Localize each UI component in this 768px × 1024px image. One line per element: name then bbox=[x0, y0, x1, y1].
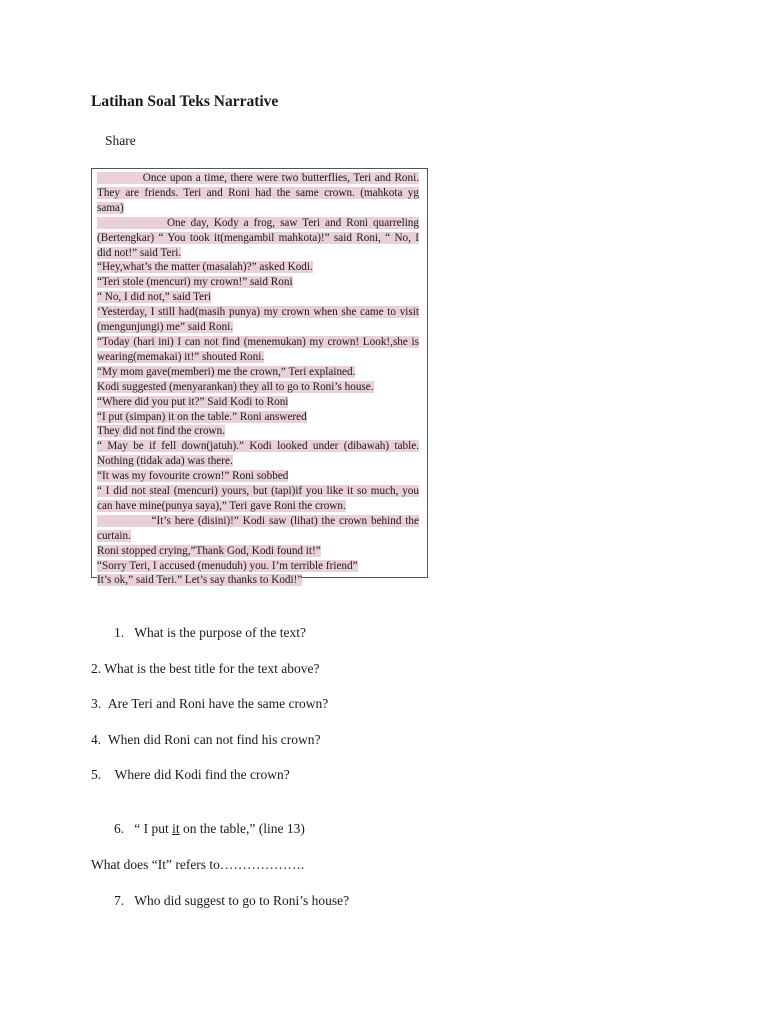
question-6-suffix: on the table,” (line 13) bbox=[179, 821, 305, 836]
story-paragraph: “Sorry Teri, I accused (menuduh) you. I’m terrible friend” bbox=[97, 559, 358, 572]
question-5: 5. Where did Kodi find the crown? bbox=[91, 767, 290, 782]
question-4: 4. When did Roni can not find his crown? bbox=[91, 732, 321, 747]
story-paragraph: Once upon a time, there were two butterflies, Teri and Roni. They are friends. Teri and Roni had the same crown. (mahkota yg sama) bbox=[97, 172, 419, 214]
share-link[interactable]: Share bbox=[105, 133, 136, 148]
story-paragraph: “I put (simpan) it on the table.” Roni answered bbox=[97, 410, 307, 423]
story-paragraph: “ No, I did not,” said Teri bbox=[97, 291, 211, 304]
question-7: 7. Who did suggest to go to Roni’s house? bbox=[114, 893, 350, 908]
question-2: 2. What is the best title for the text above? bbox=[91, 661, 320, 676]
story-paragraph: “ May be if fell down(jatuh).” Kodi looked under (dibawah) table. Nothing (tidak ada) was there. bbox=[97, 440, 419, 468]
document-title: Latihan Soal Teks Narrative bbox=[91, 93, 279, 110]
story-paragraph: They did not find the crown. bbox=[97, 425, 226, 438]
question-1: 1. What is the purpose of the text? bbox=[114, 625, 306, 640]
story-paragraph: One day, Kody a frog, saw Teri and Roni quarreling (Bertengkar) “ You took it(mengambil mahkota)!” said Roni, “ No, I did not!” said Teri. bbox=[97, 216, 419, 259]
story-paragraph: ‘Yesterday, I still had(masih punya) my crown when she came to visit (mengunjungi) me” said Roni. bbox=[97, 306, 419, 334]
question-6-followup: What does “It” refers to………………. bbox=[91, 857, 305, 872]
question-3: 3. Are Teri and Roni have the same crown? bbox=[91, 696, 329, 711]
question-6-underlined-word: it bbox=[172, 821, 180, 836]
story-paragraph: It’s ok,” said Teri.” Let’s say thanks to Kodi!” bbox=[97, 574, 303, 587]
story-paragraph: “Teri stole (mencuri) my crown!” said Roni bbox=[97, 276, 293, 289]
story-paragraph: “It was my fovourite crown!” Roni sobbed bbox=[97, 470, 289, 483]
story-paragraph: Kodi suggested (menyarankan) they all to go to Roni’s house. bbox=[97, 380, 374, 393]
story-paragraph: “My mom gave(memberi) me the crown,” Teri explained. bbox=[97, 365, 356, 378]
story-paragraph: “ I did not steal (mencuri) yours, but (tapi)if you like it so much, you can have mine(punya saya),” Teri gave Roni the crown. bbox=[97, 485, 419, 512]
story-paragraph: “Hey,what’s the matter (masalah)?” asked Kodi. bbox=[97, 261, 313, 274]
question-6 bbox=[114, 821, 305, 837]
story-paragraph: “Where did you put it?” Said Kodi to Roni bbox=[97, 395, 289, 408]
story-box bbox=[91, 168, 428, 587]
story-paragraph: “Today (hari ini) I can not find (menemukan) my crown! Look!,she is wearing(memakai) it!” shouted Roni. bbox=[97, 335, 419, 363]
story-paragraph: “It’s here (disini)!” Kodi saw (lihat) the crown behind the curtain. bbox=[97, 514, 419, 542]
story-paragraph: Roni stopped crying,”Thank God, Kodi found it!” bbox=[97, 544, 321, 557]
question-6-prefix: 6. “ I put bbox=[114, 821, 173, 836]
